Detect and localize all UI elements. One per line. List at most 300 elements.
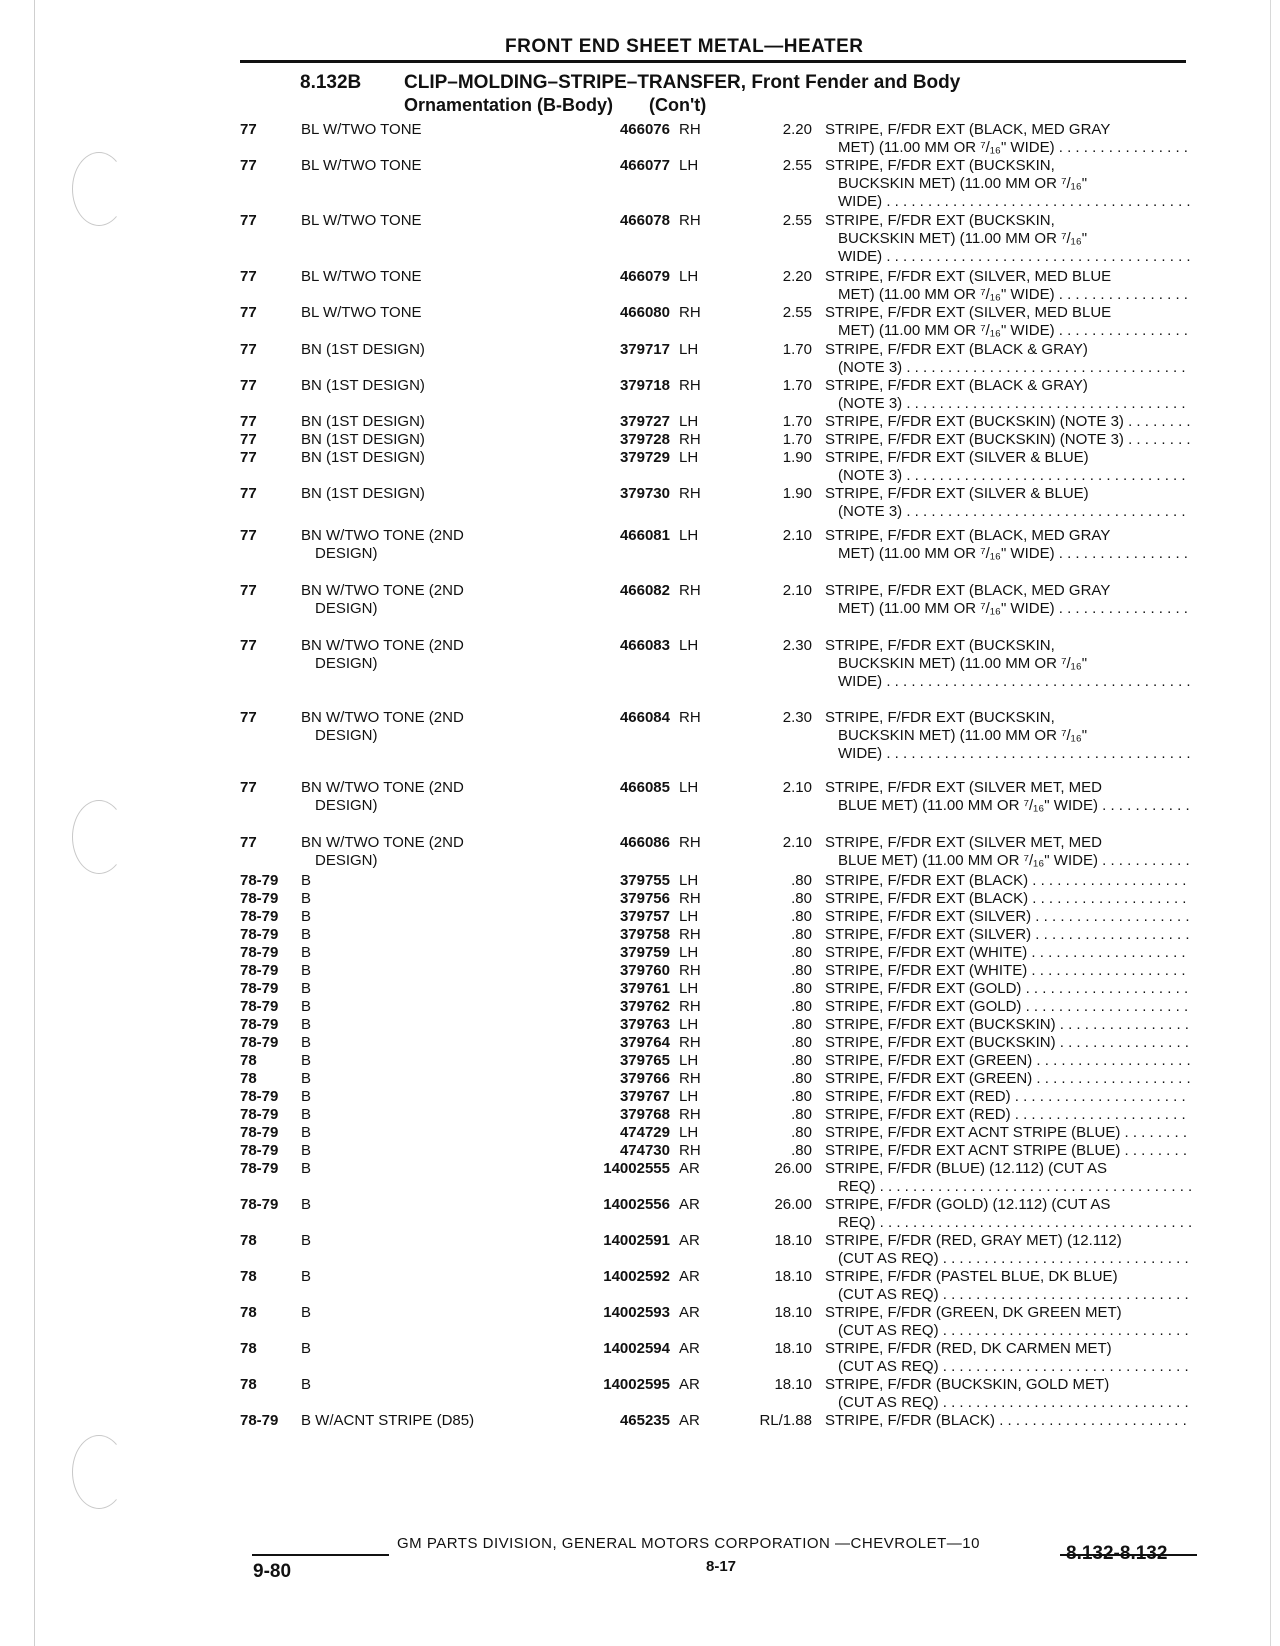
description-line: STRIPE, F/FDR EXT ACNT STRIPE (BLUE) . . .: [825, 1142, 1191, 1160]
model-label: BN (1ST DESIGN): [301, 377, 425, 394]
side-code: AR: [679, 1232, 700, 1249]
side-code: RH: [679, 431, 701, 448]
model-label: BN (1ST DESIGN): [301, 431, 425, 448]
part-number: 466081: [619, 527, 670, 544]
model-cell: [301, 121, 577, 157]
part-number: 466078: [619, 212, 670, 229]
description-line: STRIPE, F/FDR (RED, GRAY MET) (12.112): [825, 1232, 1122, 1249]
model-cell: [301, 637, 577, 673]
model-label: BL W/TWO TONE: [301, 304, 422, 321]
description-line: STRIPE, F/FDR EXT (BLACK) . . .: [825, 872, 1191, 890]
side-code: AR: [679, 1196, 700, 1213]
price: .80: [791, 926, 812, 943]
part-number: 466079: [619, 268, 670, 285]
model-year: 78-79: [240, 890, 279, 907]
description-line: BUCKSKIN MET) (11.00 MM OR ⁷/₁₆": [838, 655, 1088, 672]
side-code: LH: [679, 341, 699, 358]
description-line: WIDE) . . .: [825, 248, 1191, 266]
part-number: 379762: [619, 998, 670, 1015]
side-code: LH: [679, 872, 699, 889]
price: 1.70: [782, 341, 812, 358]
description-line: STRIPE, F/FDR EXT (BUCKSKIN) (NOTE 3) . . .: [825, 413, 1191, 431]
description-line: STRIPE, F/FDR EXT (SILVER) . . .: [825, 926, 1191, 944]
price: .80: [791, 1034, 812, 1051]
description-cell: [825, 1142, 1191, 1160]
part-number: 379764: [619, 1034, 670, 1051]
description-line: MET) (11.00 MM OR ⁷/₁₆" WIDE) . . .: [825, 139, 1191, 157]
description-line: (CUT AS REQ) . . .: [825, 1286, 1191, 1304]
model-label: B: [301, 1304, 312, 1321]
description-cell: [825, 157, 1191, 211]
footer-page-number: 8-17: [706, 1558, 737, 1575]
price: .80: [791, 962, 812, 979]
price: .80: [791, 1052, 812, 1069]
price: 2.20: [782, 121, 812, 138]
model-label: BN W/TWO TONE (2ND: [301, 834, 464, 851]
model-label: B: [301, 944, 312, 961]
price: 2.10: [782, 779, 812, 796]
price: 26.00: [774, 1160, 812, 1177]
description-cell: [825, 980, 1191, 998]
description-line: STRIPE, F/FDR EXT (SILVER MET, MED: [825, 834, 1102, 851]
description-line: STRIPE, F/FDR EXT (RED) . . .: [825, 1106, 1191, 1124]
model-label: BN W/TWO TONE (2ND: [301, 527, 464, 544]
description-line: (CUT AS REQ) . . .: [825, 1394, 1191, 1412]
description-cell: [825, 1232, 1191, 1268]
description-line: BLUE MET) (11.00 MM OR ⁷/₁₆" WIDE) . . .: [825, 852, 1191, 870]
part-number: 379760: [619, 962, 670, 979]
price: .80: [791, 944, 812, 961]
description-line: STRIPE, F/FDR EXT (BUCKSKIN) (NOTE 3) . . .: [825, 431, 1191, 449]
part-number: 379761: [619, 980, 670, 997]
price: .80: [791, 1016, 812, 1033]
description-cell: [825, 1106, 1191, 1124]
model-year: 78: [240, 1268, 257, 1285]
model-year: 78-79: [240, 1088, 279, 1105]
side-code: RH: [679, 1034, 701, 1051]
price: 2.55: [782, 212, 812, 229]
part-number: 379768: [619, 1106, 670, 1123]
description-line: BUCKSKIN MET) (11.00 MM OR ⁷/₁₆": [838, 175, 1088, 192]
description-cell: [825, 377, 1191, 413]
price: 2.10: [782, 834, 812, 851]
description-cell: [825, 431, 1191, 449]
model-year: 77: [240, 485, 257, 502]
model-label: B: [301, 1070, 312, 1087]
model-cell: [301, 834, 577, 870]
side-code: RH: [679, 998, 701, 1015]
description-line: STRIPE, F/FDR EXT (BLACK) . . .: [825, 890, 1191, 908]
description-line: STRIPE, F/FDR EXT (BLACK, MED GRAY: [825, 121, 1111, 138]
price: .80: [791, 890, 812, 907]
description-cell: [825, 944, 1191, 962]
price: 2.10: [782, 527, 812, 544]
part-number: 379759: [619, 944, 670, 961]
model-year: 78-79: [240, 1124, 279, 1141]
price: .80: [791, 908, 812, 925]
part-number: 379727: [619, 413, 670, 430]
model-label: BL W/TWO TONE: [301, 212, 422, 229]
description-cell: [825, 1070, 1191, 1088]
model-cell: [301, 268, 577, 304]
model-cell: [301, 449, 577, 485]
part-number: 14002591: [603, 1232, 670, 1249]
section-subtitle: Ornamentation (B-Body): [404, 95, 613, 115]
part-number: 379767: [619, 1088, 670, 1105]
price: 1.90: [782, 485, 812, 502]
side-code: LH: [679, 944, 699, 961]
model-year: 77: [240, 582, 257, 599]
model-label: BN W/TWO TONE (2ND: [301, 779, 464, 796]
side-code: RH: [679, 709, 701, 726]
description-line: STRIPE, F/FDR (BLUE) (12.112) (CUT AS: [825, 1160, 1108, 1177]
description-line: STRIPE, F/FDR EXT (GOLD) . . .: [825, 980, 1191, 998]
model-year: 78-79: [240, 1142, 279, 1159]
part-number: 466076: [619, 121, 670, 138]
section-number: 8.132B: [300, 72, 362, 93]
description-cell: [825, 1196, 1191, 1232]
part-number: 466083: [619, 637, 670, 654]
model-cell: [301, 1340, 577, 1376]
model-year: 78-79: [240, 1034, 279, 1051]
price: 18.10: [774, 1232, 812, 1249]
model-label: BN W/TWO TONE (2ND: [301, 709, 464, 726]
side-code: LH: [679, 779, 699, 796]
part-number: 379763: [619, 1016, 670, 1033]
part-number: 466084: [619, 709, 670, 726]
page-title: FRONT END SHEET METAL—HEATER: [505, 36, 864, 57]
description-line: STRIPE, F/FDR EXT (GREEN) . . .: [825, 1070, 1191, 1088]
side-code: RH: [679, 304, 701, 321]
model-year: 77: [240, 779, 257, 796]
description-line: STRIPE, F/FDR EXT (BLACK & GRAY): [825, 341, 1088, 358]
part-number: 379730: [619, 485, 670, 502]
side-code: LH: [679, 637, 699, 654]
model-year: 77: [240, 212, 257, 229]
part-number: 14002556: [603, 1196, 670, 1213]
part-number: 379755: [619, 872, 670, 889]
description-cell: [825, 1160, 1191, 1196]
part-number: 466082: [619, 582, 670, 599]
description-cell: [825, 1304, 1191, 1340]
model-year: 78: [240, 1376, 257, 1393]
side-code: LH: [679, 980, 699, 997]
part-number: 466085: [619, 779, 670, 796]
price: 2.10: [782, 582, 812, 599]
model-label: DESIGN): [315, 545, 378, 562]
side-code: AR: [679, 1376, 700, 1393]
description-line: MET) (11.00 MM OR ⁷/₁₆" WIDE) . . .: [825, 286, 1191, 304]
description-line: WIDE) . . .: [825, 673, 1191, 691]
model-label: B: [301, 980, 312, 997]
model-label: B: [301, 962, 312, 979]
description-cell: [825, 1412, 1191, 1430]
side-code: RH: [679, 962, 701, 979]
side-code: RH: [679, 1070, 701, 1087]
part-number: 379729: [619, 449, 670, 466]
description-cell: [825, 449, 1191, 485]
description-line: STRIPE, F/FDR EXT (BUCKSKIN,: [825, 637, 1055, 654]
description-line: STRIPE, F/FDR EXT (SILVER) . . .: [825, 908, 1191, 926]
model-year: 77: [240, 377, 257, 394]
description-cell: [825, 872, 1191, 890]
price: 1.90: [782, 449, 812, 466]
description-line: STRIPE, F/FDR EXT (SILVER & BLUE): [825, 449, 1089, 466]
description-line: STRIPE, F/FDR EXT ACNT STRIPE (BLUE) . . .: [825, 1124, 1191, 1142]
price: 2.20: [782, 268, 812, 285]
description-line: STRIPE, F/FDR EXT (GREEN) . . .: [825, 1052, 1191, 1070]
side-code: LH: [679, 157, 699, 174]
description-cell: [825, 1124, 1191, 1142]
description-cell: [825, 1088, 1191, 1106]
model-label: BN W/TWO TONE (2ND: [301, 582, 464, 599]
price: .80: [791, 1142, 812, 1159]
model-cell: [301, 304, 577, 340]
part-number: 379765: [619, 1052, 670, 1069]
model-cell: [301, 582, 577, 618]
price: .80: [791, 998, 812, 1015]
description-cell: [825, 834, 1191, 870]
description-line: (CUT AS REQ) . . .: [825, 1358, 1191, 1376]
description-line: STRIPE, F/FDR (GREEN, DK GREEN MET): [825, 1304, 1122, 1321]
model-label: B: [301, 872, 312, 889]
description-line: STRIPE, F/FDR EXT (RED) . . .: [825, 1088, 1191, 1106]
model-label: B: [301, 1232, 312, 1249]
price: .80: [791, 980, 812, 997]
model-year: 78-79: [240, 926, 279, 943]
description-cell: [825, 1034, 1191, 1052]
description-cell: [825, 709, 1191, 763]
side-code: LH: [679, 268, 699, 285]
description-cell: [825, 341, 1191, 377]
price: .80: [791, 1124, 812, 1141]
description-cell: [825, 268, 1191, 304]
side-code: AR: [679, 1160, 700, 1177]
side-code: RH: [679, 926, 701, 943]
model-year: 78-79: [240, 962, 279, 979]
model-cell: [301, 527, 577, 563]
description-cell: [825, 998, 1191, 1016]
side-code: RH: [679, 212, 701, 229]
part-number: 466086: [619, 834, 670, 851]
part-number: 379758: [619, 926, 670, 943]
description-line: STRIPE, F/FDR EXT (SILVER, MED BLUE: [825, 268, 1112, 285]
description-cell: [825, 779, 1191, 815]
side-code: LH: [679, 1124, 699, 1141]
model-label: B: [301, 926, 312, 943]
description-cell: [825, 582, 1191, 618]
description-cell: [825, 962, 1191, 980]
part-number: 14002595: [603, 1376, 670, 1393]
description-line: STRIPE, F/FDR EXT (WHITE) . . .: [825, 944, 1191, 962]
model-cell: [301, 1412, 577, 1448]
side-code: RH: [679, 485, 701, 502]
model-cell: [301, 709, 577, 745]
model-year: 78-79: [240, 1412, 279, 1429]
price: .80: [791, 872, 812, 889]
model-cell: [301, 377, 577, 413]
side-code: RH: [679, 1142, 701, 1159]
model-year: 77: [240, 121, 257, 138]
side-code: LH: [679, 449, 699, 466]
model-year: 78-79: [240, 1196, 279, 1213]
description-cell: [825, 413, 1191, 431]
side-code: LH: [679, 1016, 699, 1033]
footer-section-range: 8.132-8.132: [1066, 1543, 1168, 1564]
description-cell: [825, 1052, 1191, 1070]
price: 26.00: [774, 1196, 812, 1213]
model-year: 78-79: [240, 1106, 279, 1123]
price: .80: [791, 1106, 812, 1123]
description-line: WIDE) . . .: [825, 193, 1191, 211]
model-label: BN (1ST DESIGN): [301, 449, 425, 466]
model-year: 78: [240, 1340, 257, 1357]
footer-publisher: GM PARTS DIVISION, GENERAL MOTORS CORPORATION —CHEVROLET—10: [397, 1535, 980, 1552]
model-year: 77: [240, 431, 257, 448]
model-label: B: [301, 1160, 312, 1177]
description-line: STRIPE, F/FDR EXT (BUCKSKIN,: [825, 212, 1055, 229]
price: 2.30: [782, 709, 812, 726]
description-line: (NOTE 3) . . .: [825, 467, 1191, 485]
model-label: B: [301, 1052, 312, 1069]
model-year: 78: [240, 1052, 257, 1069]
part-number: 474729: [619, 1124, 670, 1141]
model-label: DESIGN): [315, 655, 378, 672]
footer-date: 9-80: [253, 1561, 292, 1582]
model-label: B: [301, 1124, 312, 1141]
footer-rule-left: [252, 1554, 389, 1556]
model-year: 77: [240, 834, 257, 851]
description-cell: [825, 890, 1191, 908]
description-line: MET) (11.00 MM OR ⁷/₁₆" WIDE) . . .: [825, 322, 1191, 340]
model-label: B: [301, 1340, 312, 1357]
model-year: 77: [240, 157, 257, 174]
description-cell: [825, 908, 1191, 926]
model-year: 77: [240, 268, 257, 285]
model-label: B: [301, 1142, 312, 1159]
description-cell: [825, 485, 1191, 521]
description-cell: [825, 527, 1191, 563]
model-label: B: [301, 890, 312, 907]
description-line: (NOTE 3) . . .: [825, 503, 1191, 521]
price: .80: [791, 1088, 812, 1105]
model-year: 77: [240, 304, 257, 321]
model-cell: [301, 341, 577, 377]
side-code: AR: [679, 1304, 700, 1321]
description-line: STRIPE, F/FDR EXT (BUCKSKIN) . . .: [825, 1034, 1191, 1052]
model-year: 78-79: [240, 872, 279, 889]
model-year: 77: [240, 527, 257, 544]
description-line: (NOTE 3) . . .: [825, 359, 1191, 377]
model-label: BN (1ST DESIGN): [301, 485, 425, 502]
model-label: DESIGN): [315, 600, 378, 617]
description-line: MET) (11.00 MM OR ⁷/₁₆" WIDE) . . .: [825, 600, 1191, 618]
model-label: B: [301, 908, 312, 925]
description-cell: [825, 637, 1191, 691]
model-cell: [301, 1376, 577, 1412]
model-year: 78: [240, 1070, 257, 1087]
part-number: 379728: [619, 431, 670, 448]
model-label: DESIGN): [315, 797, 378, 814]
part-number: 466077: [619, 157, 670, 174]
side-code: LH: [679, 527, 699, 544]
model-cell: [301, 779, 577, 815]
price: 2.55: [782, 157, 812, 174]
description-line: BUCKSKIN MET) (11.00 MM OR ⁷/₁₆": [838, 230, 1088, 247]
side-code: AR: [679, 1412, 700, 1429]
model-label: B: [301, 1016, 312, 1033]
description-line: STRIPE, F/FDR EXT (BLACK, MED GRAY: [825, 527, 1111, 544]
description-cell: [825, 1376, 1191, 1412]
model-label: B: [301, 1268, 312, 1285]
part-number: 474730: [619, 1142, 670, 1159]
description-cell: [825, 1340, 1191, 1376]
description-line: WIDE) . . .: [825, 745, 1191, 763]
price: RL/1.88: [759, 1412, 812, 1429]
description-line: STRIPE, F/FDR EXT (WHITE) . . .: [825, 962, 1191, 980]
model-label: B: [301, 1106, 312, 1123]
part-number: 465235: [619, 1412, 670, 1429]
side-code: RH: [679, 582, 701, 599]
model-label: DESIGN): [315, 852, 378, 869]
model-year: 78: [240, 1232, 257, 1249]
model-year: 77: [240, 709, 257, 726]
side-code: RH: [679, 890, 701, 907]
description-cell: [825, 304, 1191, 340]
model-label: BN W/TWO TONE (2ND: [301, 637, 464, 654]
part-number: 14002592: [603, 1268, 670, 1285]
model-label: B: [301, 1088, 312, 1105]
price: 18.10: [774, 1376, 812, 1393]
model-year: 77: [240, 413, 257, 430]
model-year: 78: [240, 1304, 257, 1321]
price: .80: [791, 1070, 812, 1087]
side-code: RH: [679, 377, 701, 394]
model-cell: [301, 1232, 577, 1268]
model-cell: [301, 1304, 577, 1340]
model-year: 78-79: [240, 908, 279, 925]
side-code: LH: [679, 1052, 699, 1069]
description-line: (NOTE 3) . . .: [825, 395, 1191, 413]
model-label: BN (1ST DESIGN): [301, 341, 425, 358]
part-number: 379718: [619, 377, 670, 394]
part-number: 379717: [619, 341, 670, 358]
section-continued: (Con't): [649, 95, 707, 115]
description-line: STRIPE, F/FDR EXT (BUCKSKIN,: [825, 157, 1055, 174]
model-year: 78-79: [240, 980, 279, 997]
side-code: RH: [679, 121, 701, 138]
side-code: AR: [679, 1268, 700, 1285]
section-title: CLIP–MOLDING–STRIPE–TRANSFER, Front Fender and Body: [404, 72, 961, 93]
description-line: STRIPE, F/FDR EXT (BUCKSKIN) . . .: [825, 1016, 1191, 1034]
model-cell: [301, 1196, 577, 1232]
description-cell: [825, 926, 1191, 944]
model-cell: [301, 212, 577, 248]
price: 2.30: [782, 637, 812, 654]
price: 1.70: [782, 377, 812, 394]
description-line: REQ) . . .: [825, 1214, 1191, 1232]
model-label: BL W/TWO TONE: [301, 121, 422, 138]
description-line: BLUE MET) (11.00 MM OR ⁷/₁₆" WIDE) . . .: [825, 797, 1191, 815]
model-cell: [301, 485, 577, 521]
description-cell: [825, 1016, 1191, 1034]
model-label: B: [301, 998, 312, 1015]
description-line: STRIPE, F/FDR (GOLD) (12.112) (CUT AS: [825, 1196, 1111, 1213]
side-code: LH: [679, 413, 699, 430]
description-line: (CUT AS REQ) . . .: [825, 1322, 1191, 1340]
description-line: STRIPE, F/FDR EXT (BLACK, MED GRAY: [825, 582, 1111, 599]
description-line: STRIPE, F/FDR (BUCKSKIN, GOLD MET): [825, 1376, 1110, 1393]
